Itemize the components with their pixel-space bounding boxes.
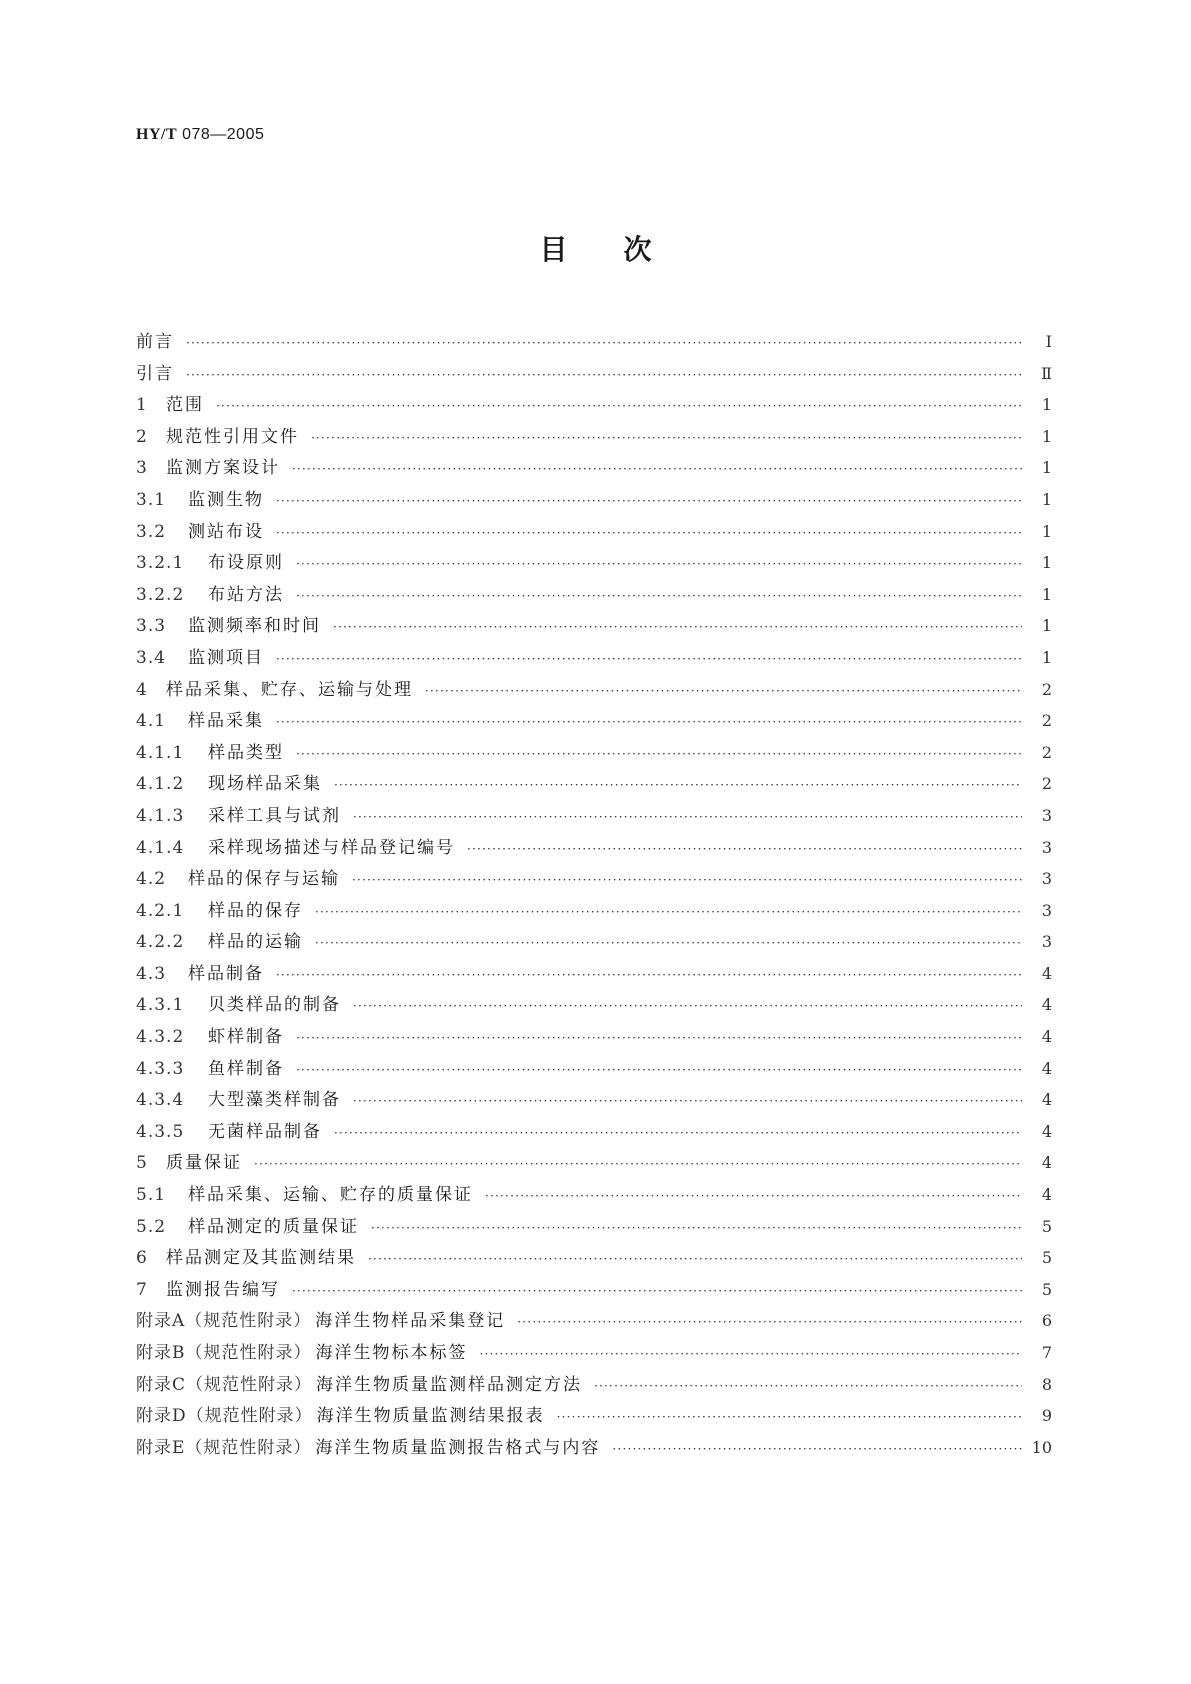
- toc-entry-page: 3: [1041, 932, 1052, 952]
- toc-entry-page: 2: [1041, 774, 1052, 794]
- toc-entry-page: 4: [1041, 1090, 1052, 1110]
- page-title: 目次: [539, 233, 708, 266]
- toc-entry-label: 样品的保存与运输: [188, 869, 340, 890]
- toc-entry[interactable]: [136, 737, 1052, 769]
- toc-entry[interactable]: [136, 1211, 1052, 1243]
- toc-entry-label: 贝类样品的制备: [208, 995, 341, 1016]
- toc-entry-label: 质量保证: [166, 1153, 242, 1174]
- toc-entry-label: 样品采集: [188, 711, 264, 732]
- toc-entry-label: 虾样制备: [208, 1027, 284, 1048]
- toc-entry[interactable]: [136, 579, 1052, 611]
- toc-leader-dots: [557, 1402, 1022, 1434]
- toc-entry-number: 附录C（规范性附录）: [136, 1374, 313, 1395]
- toc-entry-label: 引言: [136, 363, 174, 384]
- toc-entry-page: 1: [1041, 521, 1052, 541]
- toc-entry-label: 样品测定及其监测结果: [166, 1248, 356, 1269]
- toc-entry-page: 4: [1041, 995, 1052, 1015]
- toc-entry-label: 海洋生物质量监测结果报表: [316, 1406, 545, 1427]
- toc-leader-dots: [517, 1307, 1022, 1339]
- toc-leader-dots: [480, 1339, 1023, 1371]
- toc-leader-dots: [296, 549, 1022, 581]
- toc-leader-dots: [292, 454, 1022, 486]
- toc-leader-dots: [186, 360, 1022, 392]
- toc-entry-page: Ⅱ: [1041, 363, 1052, 383]
- toc-leader-dots: [216, 391, 1022, 423]
- toc-leader-dots: [315, 928, 1022, 960]
- toc-entry-label: 样品测定的质量保证: [188, 1216, 359, 1237]
- toc-entry[interactable]: [136, 389, 1052, 421]
- toc-entry-number: 3: [136, 458, 148, 479]
- toc-leader-dots: [371, 1213, 1022, 1245]
- toc-entry-page: 10: [1031, 1437, 1052, 1457]
- toc-leader-dots: [353, 802, 1022, 834]
- toc-leader-dots: [276, 707, 1022, 739]
- toc-leader-dots: [276, 486, 1022, 518]
- toc-entry-number: 3.3: [136, 616, 167, 637]
- toc-entry-page: 1: [1041, 489, 1052, 509]
- toc-entry-number: 4.1.4: [136, 837, 185, 858]
- toc-entry-number: 4: [136, 679, 148, 700]
- toc-entry-page: 1: [1041, 647, 1052, 667]
- toc-entry-label: 监测频率和时间: [188, 616, 321, 637]
- toc-entry-number: 3.4: [136, 647, 167, 668]
- toc-entry-label: 监测报告编写: [166, 1279, 280, 1300]
- toc-entry[interactable]: [136, 1337, 1052, 1369]
- toc-entry[interactable]: [136, 1369, 1052, 1401]
- toc-entry-label: 范围: [166, 395, 204, 416]
- toc-entry-number: 4.3.1: [136, 995, 185, 1016]
- toc-entry-label: 监测项目: [188, 647, 264, 668]
- toc-entry[interactable]: [136, 989, 1052, 1021]
- toc-entry-page: 3: [1041, 869, 1052, 889]
- toc-leader-dots: [594, 1371, 1022, 1403]
- toc-entry-label: 样品采集、贮存、运输与处理: [166, 679, 413, 700]
- toc-entry-page: 2: [1041, 742, 1052, 762]
- toc-leader-dots: [296, 581, 1022, 613]
- toc-entry-label: 样品的保存: [208, 900, 303, 921]
- toc-entry-page: 4: [1041, 1185, 1052, 1205]
- toc-entry-number: 4.1.3: [136, 805, 185, 826]
- toc-entry-number: 3.2.2: [136, 584, 185, 605]
- toc-entry-page: 4: [1041, 1121, 1052, 1141]
- toc-leader-dots: [612, 1434, 1021, 1466]
- table-of-contents: [136, 326, 1052, 1463]
- toc-entry[interactable]: [136, 674, 1052, 706]
- toc-entry-page: 5: [1041, 1279, 1052, 1299]
- toc-entry-page: 6: [1041, 1311, 1052, 1331]
- toc-entry[interactable]: [136, 800, 1052, 832]
- toc-entry-number: 附录B（规范性附录）: [136, 1343, 312, 1363]
- toc-entry[interactable]: [136, 1274, 1052, 1306]
- toc-leader-dots: [368, 1244, 1022, 1276]
- toc-entry-label: 测站布设: [188, 521, 264, 542]
- toc-entry[interactable]: [136, 832, 1052, 864]
- toc-leader-dots: [334, 1118, 1022, 1150]
- toc-entry-label: 海洋生物样品采集登记: [315, 1311, 506, 1332]
- toc-entry[interactable]: [136, 1116, 1052, 1148]
- toc-entry[interactable]: [136, 1053, 1052, 1085]
- toc-entry-number: 5.1: [136, 1185, 167, 1206]
- toc-entry[interactable]: [136, 863, 1052, 895]
- toc-leader-dots: [352, 865, 1022, 897]
- toc-entry-number: 附录A（规范性附录）: [136, 1311, 312, 1332]
- toc-entry[interactable]: [136, 547, 1052, 579]
- toc-entry-page: 7: [1041, 1343, 1052, 1362]
- toc-entry[interactable]: [136, 1147, 1052, 1179]
- toc-leader-dots: [334, 770, 1022, 802]
- toc-entry-number: 附录E（规范性附录）: [136, 1437, 312, 1458]
- toc-entry-label: 海洋生物质量监测报告格式与内容: [315, 1437, 601, 1458]
- toc-entry-number: 7: [136, 1279, 148, 1300]
- toc-entry[interactable]: [136, 1305, 1052, 1337]
- toc-entry-label: 海洋生物标本标签: [315, 1343, 468, 1363]
- toc-entry-page: 3: [1041, 837, 1052, 857]
- toc-entry-number: 附录D（规范性附录）: [136, 1406, 313, 1427]
- toc-entry-page: 1: [1041, 553, 1052, 573]
- toc-entry[interactable]: [136, 958, 1052, 990]
- toc-entry[interactable]: [136, 326, 1052, 358]
- toc-entry-page: 2: [1041, 711, 1052, 731]
- toc-entry-label: 布设原则: [208, 553, 284, 574]
- toc-entry-number: 4.1.2: [136, 774, 185, 795]
- toc-leader-dots: [333, 612, 1022, 644]
- toc-entry-page: 1: [1041, 458, 1052, 478]
- toc-entry-label: 布站方法: [208, 584, 284, 605]
- toc-entry-label: 监测生物: [188, 489, 264, 510]
- toc-entry[interactable]: [136, 516, 1052, 548]
- toc-entry-number: 4.3.5: [136, 1121, 185, 1142]
- toc-entry-number: 6: [136, 1248, 148, 1269]
- toc-entry-number: 4.3.3: [136, 1058, 185, 1079]
- toc-entry-number: 2: [136, 426, 148, 447]
- toc-entry-label: 无菌样品制备: [208, 1121, 322, 1142]
- toc-leader-dots: [276, 960, 1022, 992]
- toc-leader-dots: [296, 1055, 1022, 1087]
- toc-entry[interactable]: [136, 1021, 1052, 1053]
- toc-entry-page: 8: [1041, 1374, 1052, 1394]
- toc-leader-dots: [186, 328, 1022, 360]
- toc-entry-page: 4: [1041, 1058, 1052, 1078]
- toc-leader-dots: [353, 991, 1022, 1023]
- toc-leader-dots: [467, 834, 1022, 866]
- toc-entry-label: 规范性引用文件: [166, 426, 299, 447]
- toc-entry-label: 海洋生物质量监测样品测定方法: [316, 1374, 583, 1395]
- toc-entry[interactable]: [136, 642, 1052, 674]
- toc-entry-page: 9: [1041, 1406, 1052, 1426]
- toc-entry[interactable]: [136, 484, 1052, 516]
- toc-entry-label: 样品制备: [188, 963, 264, 984]
- toc-entry[interactable]: [136, 1084, 1052, 1116]
- toc-entry[interactable]: [136, 358, 1052, 390]
- toc-entry-page: 4: [1041, 1027, 1052, 1047]
- toc-entry-label: 前言: [136, 332, 174, 352]
- toc-leader-dots: [296, 739, 1022, 771]
- toc-entry-page: 3: [1041, 805, 1052, 825]
- toc-entry-label: 采样工具与试剂: [208, 805, 341, 826]
- toc-entry-label: 样品类型: [208, 742, 284, 763]
- toc-leader-dots: [315, 897, 1022, 929]
- toc-entry-page: 2: [1041, 679, 1052, 699]
- toc-entry-page: 1: [1041, 616, 1052, 636]
- standard-code-header: [136, 126, 264, 144]
- toc-entry[interactable]: [136, 421, 1052, 453]
- toc-entry-page: 1: [1041, 395, 1052, 415]
- toc-entry[interactable]: [136, 452, 1052, 484]
- toc-entry-label: 样品采集、运输、贮存的质量保证: [188, 1185, 473, 1206]
- toc-entry[interactable]: [136, 1400, 1052, 1432]
- toc-entry-number: 1: [136, 395, 148, 416]
- toc-entry-number: 4.3.2: [136, 1027, 185, 1048]
- toc-entry-label: 监测方案设计: [166, 458, 280, 479]
- toc-entry-label: 采样现场描述与样品登记编号: [208, 837, 455, 858]
- toc-entry-number: 3.1: [136, 489, 167, 510]
- toc-entry-page: 4: [1041, 1153, 1052, 1173]
- toc-entry-number: 4.2.1: [136, 900, 185, 921]
- toc-entry[interactable]: [136, 610, 1052, 642]
- toc-entry-number: 5: [136, 1153, 148, 1174]
- toc-entry-number: 3.2.1: [136, 553, 185, 574]
- standard-prefix: HY/T: [136, 126, 178, 143]
- toc-entry-number: 5.2: [136, 1216, 167, 1237]
- standard-number: 078—2005: [182, 126, 265, 143]
- toc-entry-number: 4.1.1: [136, 742, 185, 763]
- toc-entry[interactable]: [136, 895, 1052, 927]
- toc-leader-dots: [296, 1023, 1022, 1055]
- toc-entry[interactable]: [136, 768, 1052, 800]
- toc-leader-dots: [485, 1181, 1022, 1213]
- toc-leader-dots: [254, 1149, 1022, 1181]
- toc-entry-page: 1: [1041, 426, 1052, 446]
- toc-entry-number: 4.3: [136, 963, 167, 984]
- toc-entry[interactable]: [136, 926, 1052, 958]
- toc-entry-number: 4.2: [136, 869, 167, 890]
- toc-leader-dots: [276, 644, 1022, 676]
- toc-entry[interactable]: [136, 1432, 1052, 1464]
- toc-entry[interactable]: [136, 1179, 1052, 1211]
- toc-leader-dots: [276, 518, 1022, 550]
- toc-leader-dots: [311, 423, 1022, 455]
- toc-entry-number: 4.1: [136, 711, 167, 732]
- toc-leader-dots: [353, 1086, 1022, 1118]
- toc-entry[interactable]: [136, 1242, 1052, 1274]
- toc-entry-page: 5: [1041, 1248, 1052, 1268]
- toc-entry-page: 4: [1041, 963, 1052, 983]
- toc-entry-page: 5: [1041, 1216, 1052, 1236]
- toc-entry-page: 1: [1041, 584, 1052, 604]
- toc-leader-dots: [425, 676, 1022, 708]
- toc-entry-number: 3.2: [136, 521, 167, 542]
- toc-entry-page: 3: [1041, 900, 1052, 920]
- toc-entry-number: 4.3.4: [136, 1090, 185, 1111]
- toc-entry[interactable]: [136, 705, 1052, 737]
- toc-entry-number: 4.2.2: [136, 932, 185, 953]
- toc-entry-label: 样品的运输: [208, 932, 303, 953]
- toc-leader-dots: [292, 1276, 1022, 1308]
- toc-entry-label: 现场样品采集: [208, 774, 322, 795]
- toc-entry-label: 大型藻类样制备: [208, 1090, 341, 1111]
- toc-entry-label: 鱼样制备: [208, 1058, 284, 1079]
- toc-entry-page: Ⅰ: [1045, 332, 1052, 351]
